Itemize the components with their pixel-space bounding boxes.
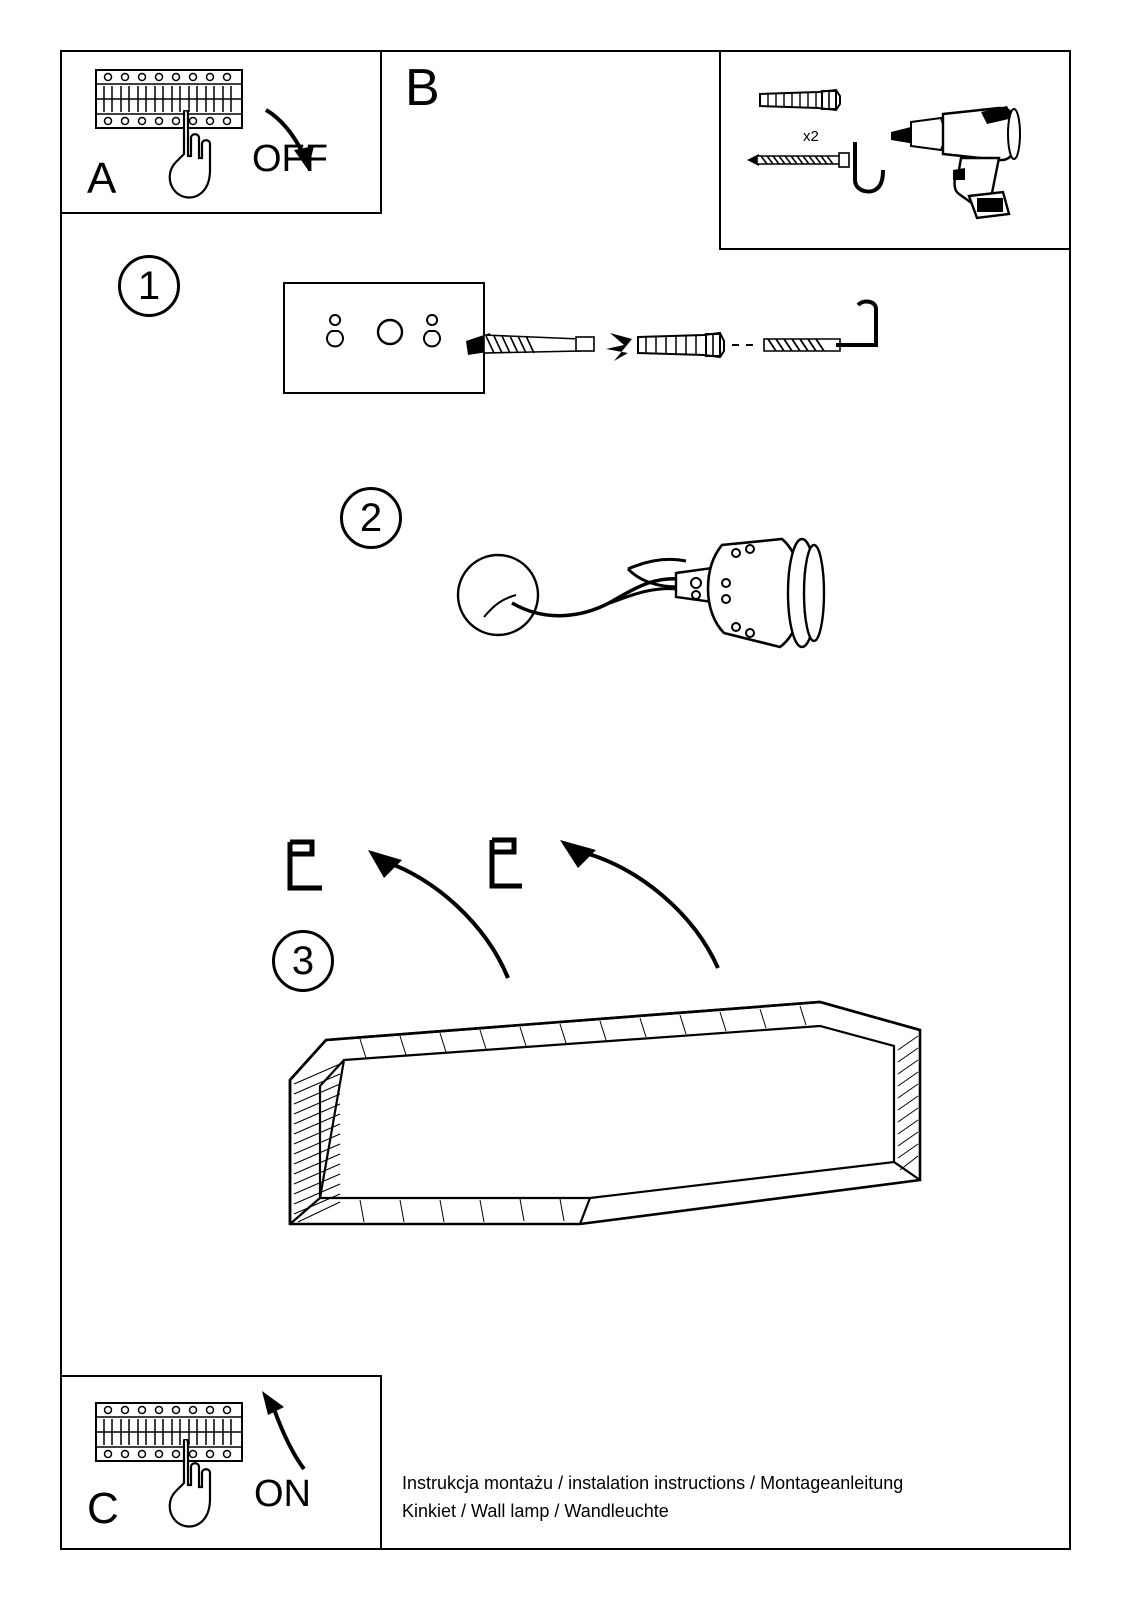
lamp-base-icon xyxy=(708,539,824,647)
hook-screw-icon xyxy=(492,840,522,886)
hook-screw-icon xyxy=(290,842,322,888)
step-1-illustration xyxy=(280,275,900,425)
step-2-illustration xyxy=(450,495,910,675)
hand-pointing-icon xyxy=(162,110,222,205)
panel-a-action-label: OFF xyxy=(252,138,328,180)
step-2-number: 2 xyxy=(340,487,402,549)
bulb-icon xyxy=(458,555,538,635)
wall-plug-icon xyxy=(756,82,846,118)
hand-pointing-icon xyxy=(162,1439,222,1534)
screw-icon xyxy=(743,148,853,172)
power-drill-icon xyxy=(881,74,1051,224)
tools-quantity-label: x2 xyxy=(803,128,819,145)
panel-a-switch-off xyxy=(60,50,382,214)
panel-b-letter: B xyxy=(405,59,440,117)
step-1-number: 1 xyxy=(118,255,180,317)
panel-a-letter: A xyxy=(87,154,117,203)
document-title-line-1: Instrukcja montażu / instalation instructions / Montageanleitung xyxy=(402,1473,904,1493)
curved-arrow-icon xyxy=(368,850,508,978)
wall-lamp-body-icon xyxy=(290,1002,920,1224)
curved-arrow-icon xyxy=(560,840,718,968)
panel-c-action-label: ON xyxy=(254,1473,311,1515)
step-3-illustration xyxy=(260,830,940,1270)
panel-c-letter: C xyxy=(87,1484,119,1533)
arrow-up-icon xyxy=(252,1387,322,1477)
document-title-line-2: Kinkiet / Wall lamp / Wandleuchte xyxy=(402,1501,669,1521)
panel-b-tools xyxy=(719,50,1071,250)
panel-c-switch-on xyxy=(60,1375,382,1550)
step-3-number: 3 xyxy=(272,930,334,992)
